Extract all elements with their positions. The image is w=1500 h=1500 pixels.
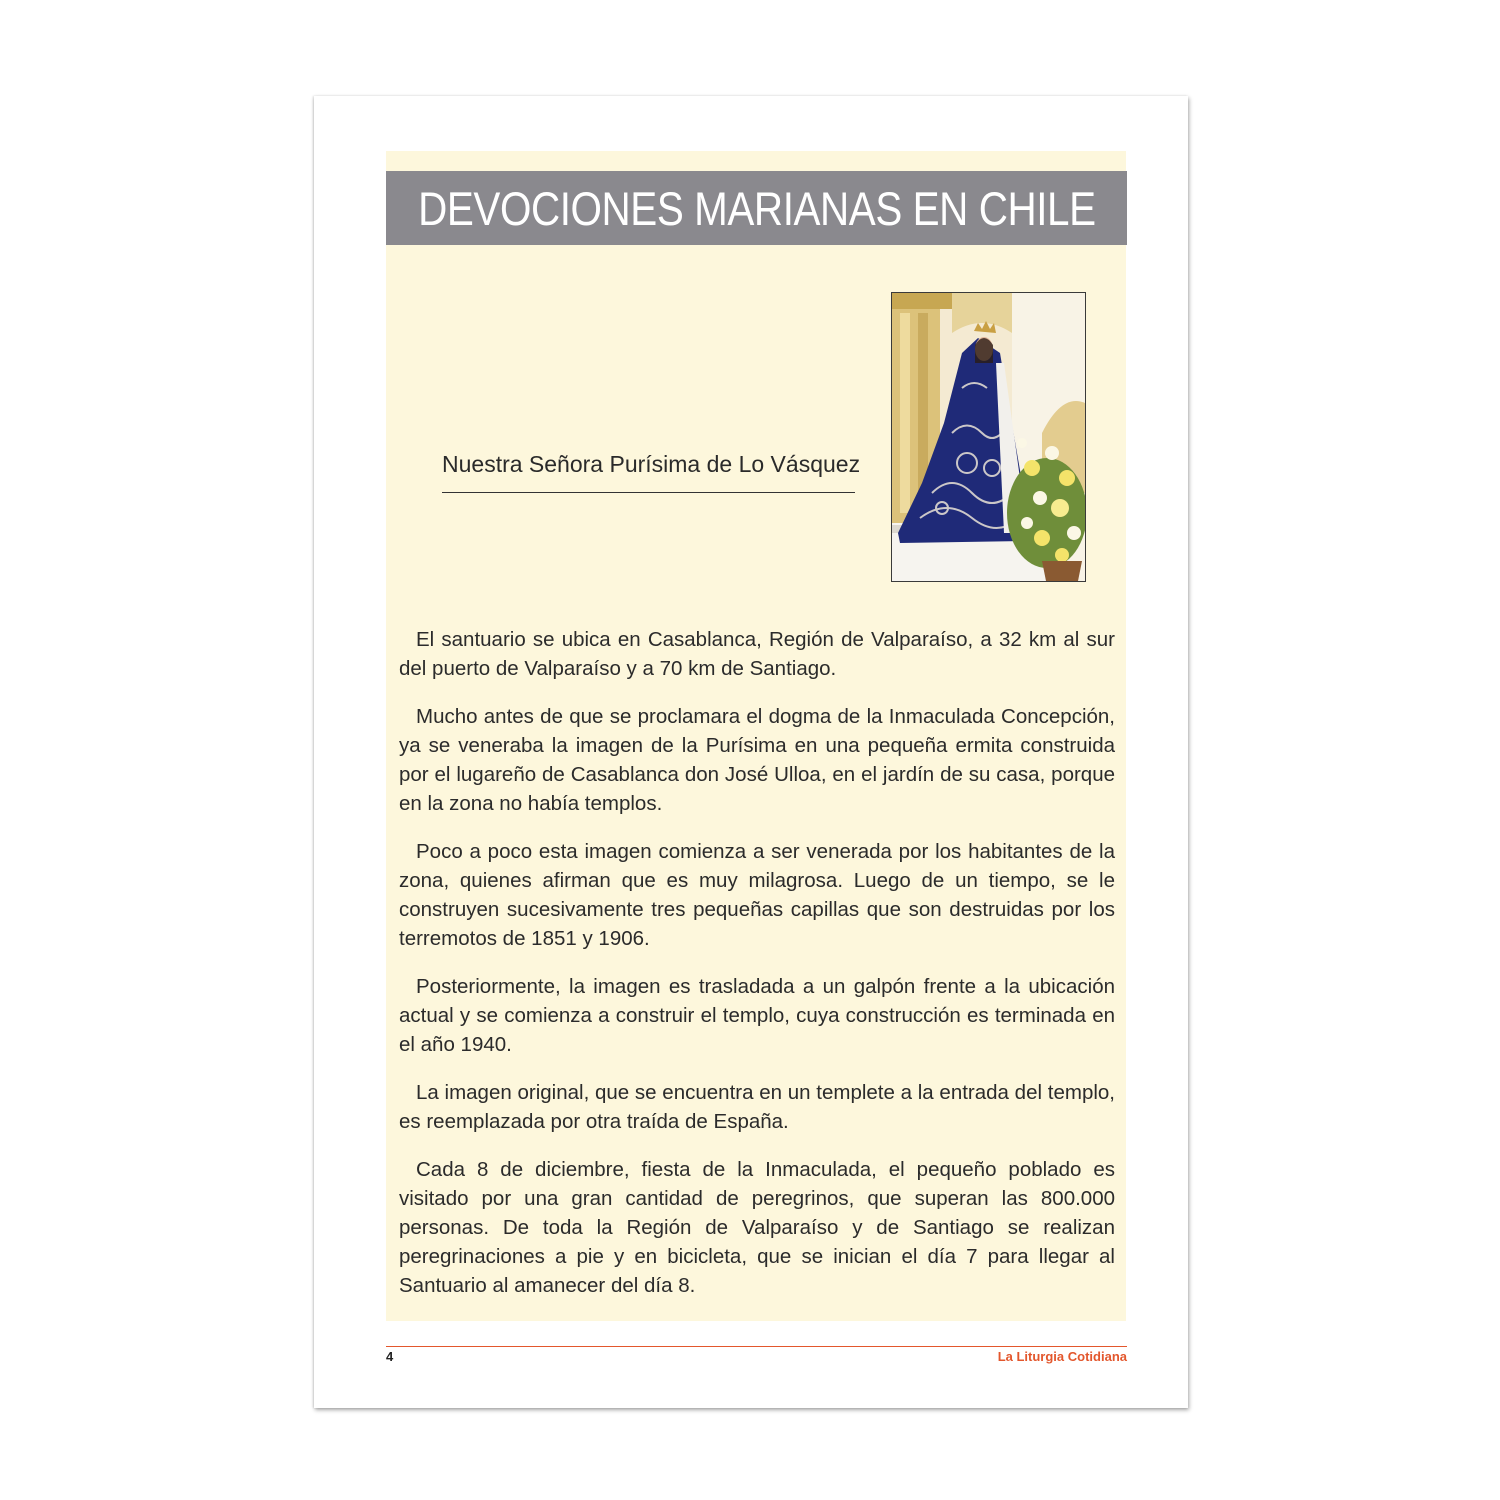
paragraph: El santuario se ubica en Casablanca, Región de Valparaíso, a 32 km al sur del puerto de Valparaíso y a 70 km de Santiago.: [399, 628, 1115, 680]
article-body: [399, 625, 1115, 1319]
section-subtitle: Nuestra Señora Purísima de Lo Vásquez: [442, 451, 861, 477]
page-number: 4: [386, 1349, 394, 1364]
paragraph: La imagen original, que se encuentra en un templete a la entrada del templo, es reemplazada por otra traída de España.: [399, 1081, 1115, 1133]
paragraph: Mucho antes de que se proclamara el dogma de la Inmaculada Concepción, ya se veneraba la imagen de la Purísima en una pequeña ermita construida por el lugareño de Casablanca don José Ulloa, en el jardín de su casa, porque en la zona no había templos.: [399, 705, 1115, 815]
virgin-statue-photo: [891, 292, 1086, 582]
subtitle-underline: [442, 492, 855, 493]
book-page: [314, 96, 1188, 1408]
footer-rule: [386, 1346, 1127, 1347]
paragraph: Cada 8 de diciembre, fiesta de la Inmaculada, el pequeño poblado es visitado por una gran cantidad de peregrinos, que superan las 800.000 personas. De toda la Región de Valparaíso y de Santiago se realizan peregrinaciones a pie y en bicicleta, que se inician el día 7 para llegar al Santuario al amanecer del día 8.: [399, 1158, 1115, 1297]
paragraph: Poco a poco esta imagen comienza a ser venerada por los habitantes de la zona, quienes afirman que es muy milagrosa. Luego de un tiempo, se le construyen sucesivamente tres pequeñas capillas que son destruidas por los terremotos de 1851 y 1906.: [399, 840, 1115, 950]
publication-name: La Liturgia Cotidiana: [997, 1349, 1127, 1364]
paragraph: Posteriormente, la imagen es trasladada a un galpón frente a la ubicación actual y se comienza a construir el templo, cuya construcción es terminada en el año 1940.: [399, 975, 1115, 1056]
title-bar: [386, 171, 1127, 245]
content-panel: [386, 151, 1126, 1321]
page-title: DEVOCIONES MARIANAS EN CHILE: [417, 181, 1096, 235]
